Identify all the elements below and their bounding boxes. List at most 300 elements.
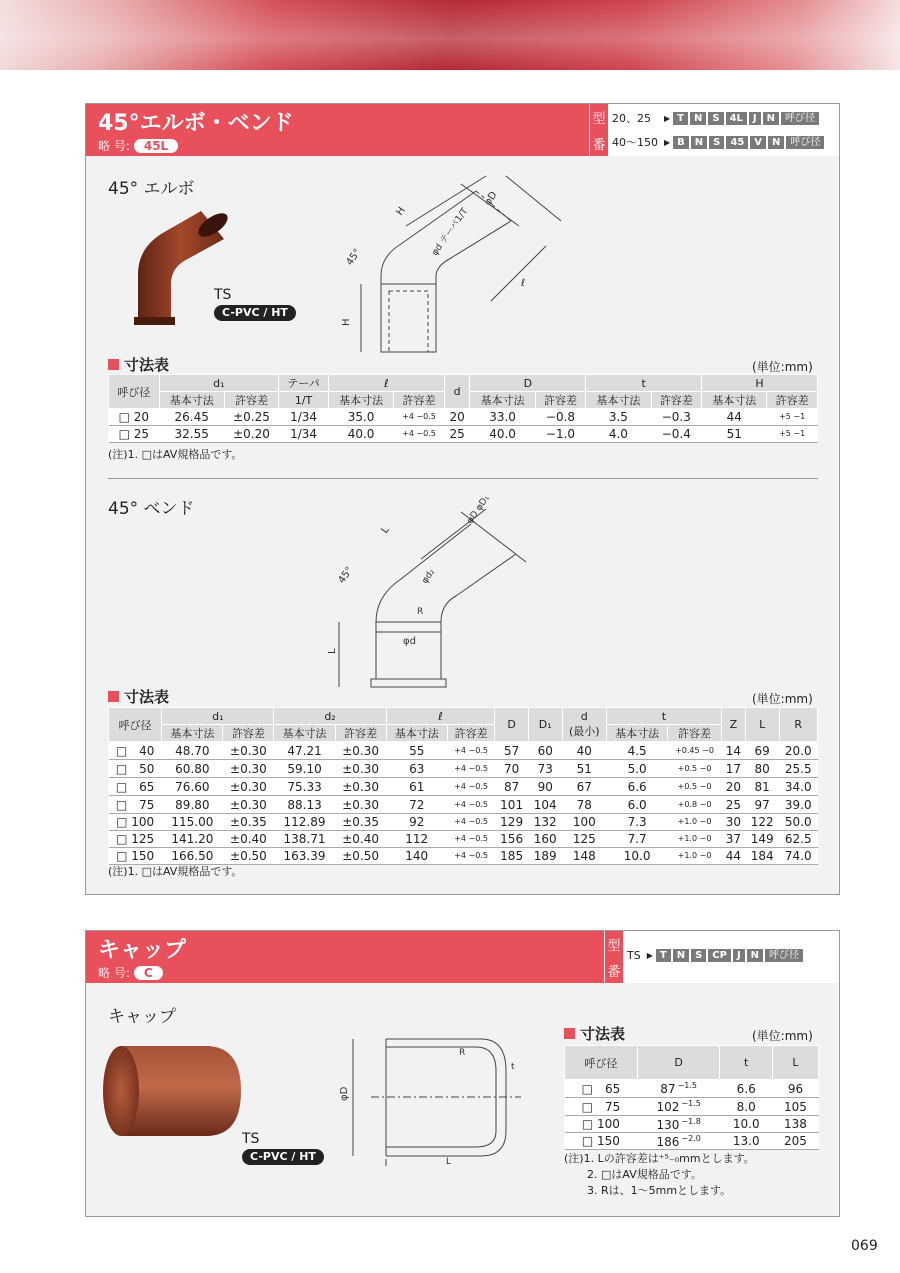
cell: ±0.35 (223, 814, 274, 831)
cap-dimension-table (564, 1045, 819, 1150)
cell: 63 (386, 760, 447, 778)
sub-header: 許容差 (335, 725, 386, 742)
type-cell: N (673, 949, 689, 962)
cap-subtitle: キャップ (108, 1007, 176, 1027)
cell: 166.50 (162, 848, 223, 865)
svg-text:φD φD₁: φD φD₁ (465, 493, 492, 526)
cell: 122 (745, 814, 779, 831)
cell-tol: +4 −0.5 (447, 796, 494, 814)
cell: 62.5 (779, 831, 818, 848)
abbr-tag: C (134, 966, 163, 980)
cell-size: □ 25 (109, 426, 160, 443)
cap-material-badge: C-PVC / HT (242, 1149, 324, 1165)
cell: 189 (528, 848, 562, 865)
cell: 80 (745, 760, 779, 778)
cell: 73 (528, 760, 562, 778)
cell: 60 (528, 742, 562, 760)
type-number-label (605, 931, 623, 983)
t-value: 6.6 (736, 1081, 756, 1096)
type-cell: CP (708, 949, 731, 962)
col-header: d₁ (159, 375, 279, 392)
cell: ±0.25 (224, 409, 278, 426)
sub-header: 基本寸法 (702, 392, 767, 409)
cell: 100 (562, 814, 606, 831)
table-row (109, 742, 818, 760)
table-row (109, 796, 818, 814)
cell: 40.0 (328, 426, 393, 443)
sub-header: 基本寸法 (386, 725, 447, 742)
cell: 51 (562, 760, 606, 778)
cell: −0.3 (651, 409, 702, 426)
table-row (109, 831, 818, 848)
cell: 148 (562, 848, 606, 865)
col-header: t (607, 708, 722, 725)
D-tolerance: −1.8 (681, 1116, 701, 1126)
L-value: 138 (784, 1117, 807, 1131)
sub-header: 基本寸法 (328, 392, 393, 409)
D-value: 130 (656, 1117, 680, 1132)
bend-dimension-table (108, 707, 818, 865)
type-size: 40〜150 (612, 136, 658, 149)
cell: 55 (386, 742, 447, 760)
svg-text:H: H (341, 318, 352, 326)
cell: 90 (528, 778, 562, 796)
sub-header: 許容差 (767, 392, 818, 409)
elbow-table-title: 寸法表 (108, 354, 169, 375)
cell-t (720, 1133, 773, 1150)
cell: 81 (745, 778, 779, 796)
cell-tol: +4 −0.5 (447, 742, 494, 760)
type-label-2: 番 (607, 964, 621, 980)
arrow-icon: ▶ (664, 113, 671, 123)
cell: 6.6 (607, 778, 668, 796)
t-value: 13.0 (732, 1134, 760, 1148)
svg-text:L: L (327, 648, 338, 654)
cell-tol: +0.5 −0 (668, 760, 722, 778)
cell: 87 (495, 778, 529, 796)
cell-size: □ 40 (109, 742, 162, 760)
col-header: テーパ (279, 375, 329, 392)
sub-header: 基本寸法 (607, 725, 668, 742)
cell: 163.39 (274, 848, 335, 865)
cell: ±0.50 (223, 848, 274, 865)
cell: 88.13 (274, 796, 335, 814)
type-cell: N (690, 112, 706, 125)
cell: 104 (528, 796, 562, 814)
cell: 25.5 (779, 760, 818, 778)
type-cell: J (733, 949, 745, 962)
type-number-box (605, 931, 839, 983)
cell-tol: +4 −0.5 (447, 831, 494, 848)
cell-tol: +4 −0.5 (447, 848, 494, 865)
cell-D (637, 1098, 720, 1116)
size-value: □ 65 (581, 1082, 621, 1096)
cell-tol: +0.45 −0 (668, 742, 722, 760)
D-tolerance: −2.0 (681, 1133, 701, 1143)
cell: 3.5 (586, 409, 651, 426)
header-banner (0, 0, 900, 70)
cell: 14 (721, 742, 745, 760)
cell-tol: +1.0 −0 (668, 831, 722, 848)
cap-table-title: 寸法表 (564, 1023, 625, 1044)
bend-drawing (327, 493, 531, 694)
section-title-bar (86, 104, 589, 156)
abbreviation (98, 137, 178, 154)
cell: 50.0 (779, 814, 818, 831)
cell-tol: +4 −0.5 (447, 814, 494, 831)
bend-note: (注)1. □はAV規格品です。 (108, 865, 243, 878)
cell-size (565, 1116, 638, 1133)
cell: 39.0 (779, 796, 818, 814)
col-header: D (637, 1046, 720, 1080)
type-suffix: 呼び径 (781, 112, 819, 125)
type-cell: N (691, 136, 707, 149)
cell-size: □ 125 (109, 831, 162, 848)
cell: 34.0 (779, 778, 818, 796)
page-number: 069 (851, 1238, 878, 1254)
cell: 5.0 (607, 760, 668, 778)
cell: 92 (386, 814, 447, 831)
cell: 37 (721, 831, 745, 848)
cell: 4.0 (586, 426, 651, 443)
svg-text:φd テーパ1/T: φd テーパ1/T (430, 206, 471, 258)
cell: 97 (745, 796, 779, 814)
cell-L (772, 1080, 818, 1098)
elbow-unit: (単位:mm) (752, 360, 813, 374)
cell-size: □ 75 (109, 796, 162, 814)
table-row (565, 1080, 819, 1098)
sub-header: 許容差 (651, 392, 702, 409)
cell: 30 (721, 814, 745, 831)
table-row (109, 814, 818, 831)
cell: ±0.30 (335, 742, 386, 760)
sub-header: 許容差 (535, 392, 586, 409)
arrow-icon: ▶ (664, 137, 671, 147)
cell-size (565, 1098, 638, 1116)
section-title: 45°エルボ・ベンド (98, 111, 294, 136)
type-cell: V (750, 136, 766, 149)
svg-text:ℓ: ℓ (521, 278, 526, 289)
cell: 35.0 (328, 409, 393, 426)
section-title-bar (86, 931, 604, 983)
col-header: Z (721, 708, 745, 742)
type-cell: S (708, 112, 723, 125)
svg-text:φD: φD (339, 1086, 350, 1101)
t-value: 10.0 (732, 1117, 760, 1131)
cell: ±0.35 (335, 814, 386, 831)
table-row (565, 1116, 819, 1133)
cell: ±0.40 (223, 831, 274, 848)
col-header: 呼び径 (109, 708, 162, 742)
svg-text:R: R (417, 607, 424, 617)
cap-photo (101, 1036, 251, 1146)
col-header: R (779, 708, 818, 742)
svg-text:φd₂: φd₂ (420, 567, 438, 586)
cell-L (772, 1133, 818, 1150)
cell: 78 (562, 796, 606, 814)
cell-t (720, 1116, 773, 1133)
size-value: □ 100 (581, 1117, 620, 1131)
cell: ±0.40 (335, 831, 386, 848)
type-number-box (590, 104, 839, 156)
D-value: 87 (660, 1082, 676, 1096)
cell: 160 (528, 831, 562, 848)
cell-D (637, 1080, 720, 1098)
cell: 40.0 (470, 426, 535, 443)
table-row (109, 848, 818, 865)
cell: 47.21 (274, 742, 335, 760)
cell: 25 (444, 426, 470, 443)
cell: 48.70 (162, 742, 223, 760)
cell-size: □ 50 (109, 760, 162, 778)
D-value: 186 (656, 1134, 680, 1149)
type-suffix: 呼び径 (765, 949, 803, 962)
cell: ±0.30 (223, 742, 274, 760)
sub-header: 許容差 (447, 725, 494, 742)
cell: 101 (495, 796, 529, 814)
elbow-ts-label: TS (214, 287, 232, 303)
sub-header: 基本寸法 (470, 392, 535, 409)
t-value: 8.0 (736, 1099, 756, 1114)
abbr-tag: 45L (134, 139, 178, 153)
cell: 1/34 (279, 409, 329, 426)
type-cell: T (673, 112, 688, 125)
sub-header: 許容差 (668, 725, 722, 742)
cell: ±0.30 (335, 796, 386, 814)
svg-text:L: L (379, 524, 392, 536)
col-header: ℓ (386, 708, 495, 725)
cell: 20 (444, 409, 470, 426)
col-header: 呼び径 (565, 1046, 638, 1080)
type-label-2: 番 (592, 137, 606, 153)
cap-note-1: (注)1. Lの許容差は⁺⁵₋₀mmとします。 (564, 1152, 755, 1165)
cell-tol: +5 −1 (767, 426, 818, 443)
cell-D (637, 1116, 720, 1133)
bend-unit: (単位:mm) (752, 692, 813, 706)
cell: 67 (562, 778, 606, 796)
section-title: キャップ (98, 938, 187, 963)
cell-tol: +4 −0.5 (394, 426, 445, 443)
cell-t (720, 1098, 773, 1116)
elbow-note: (注)1. □はAV規格品です。 (108, 448, 243, 461)
cell-size (565, 1080, 638, 1098)
cell: 141.20 (162, 831, 223, 848)
sub-header: 1/T (279, 392, 329, 409)
svg-text:R: R (459, 1048, 466, 1058)
type-label-1: 型 (592, 111, 606, 127)
cell: 70 (495, 760, 529, 778)
type-cell: T (656, 949, 671, 962)
size-value: □ 150 (581, 1134, 620, 1148)
L-value: 205 (784, 1134, 807, 1148)
cell: 112 (386, 831, 447, 848)
type-cell: N (768, 136, 784, 149)
svg-text:L: L (446, 1157, 452, 1167)
cell: 7.7 (607, 831, 668, 848)
type-cell: S (691, 949, 706, 962)
cell: 185 (495, 848, 529, 865)
bend-subtitle: 45° ベンド (108, 499, 195, 519)
cell: 33.0 (470, 409, 535, 426)
cell: 184 (745, 848, 779, 865)
table-row (109, 426, 818, 443)
cap-ts-label: TS (242, 1131, 260, 1147)
D-tolerance: −1.5 (681, 1099, 701, 1108)
table-row (565, 1098, 819, 1116)
cell: 32.55 (159, 426, 224, 443)
cell: 44 (721, 848, 745, 865)
cell-D (637, 1133, 720, 1150)
table-row (109, 760, 818, 778)
sub-header: 基本寸法 (274, 725, 335, 742)
cap-panel (85, 930, 840, 1217)
cell: 7.3 (607, 814, 668, 831)
table-row (565, 1133, 819, 1150)
cell: ±0.20 (224, 426, 278, 443)
type-cell: B (673, 136, 689, 149)
cap-drawing (341, 1031, 531, 1166)
type-suffix: 呼び径 (786, 136, 824, 149)
cell-tol: +1.0 −0 (668, 814, 722, 831)
cell-tol: +0.5 −0 (668, 778, 722, 796)
cap-note-2: 2. □はAV規格品です。 (587, 1168, 702, 1181)
elbow-dimension-table (108, 374, 818, 443)
cell: 125 (562, 831, 606, 848)
cell: 26.45 (159, 409, 224, 426)
cell: −1.0 (535, 426, 586, 443)
cell: 156 (495, 831, 529, 848)
svg-text:φD: φD (482, 189, 500, 208)
cell: 76.60 (162, 778, 223, 796)
cell-tol: +4 −0.5 (447, 778, 494, 796)
cell-size: □ 150 (109, 848, 162, 865)
type-size: TS (627, 949, 641, 962)
D-tolerance: −1.5 (677, 1081, 697, 1090)
arrow-icon: ▶ (646, 951, 653, 960)
type-label-1: 型 (607, 938, 621, 954)
abbr-label: 略 号: (98, 139, 130, 153)
cell: 57 (495, 742, 529, 760)
sub-header: 許容差 (224, 392, 278, 409)
cell: ±0.30 (223, 760, 274, 778)
cell: 140 (386, 848, 447, 865)
svg-text:45°: 45° (344, 246, 364, 268)
col-header: d₂ (274, 708, 386, 725)
cell-tol: +4 −0.5 (447, 760, 494, 778)
col-header: D₁ (528, 708, 562, 742)
type-cell: 4L (726, 112, 747, 125)
L-value: 96 (787, 1081, 804, 1096)
elbow-material-badge: C-PVC / HT (214, 305, 296, 321)
sub-header: 許容差 (223, 725, 274, 742)
cell-tol: +0.8 −0 (668, 796, 722, 814)
section-divider (108, 478, 818, 479)
svg-text:t: t (511, 1062, 515, 1072)
abbr-label: 略 号: (98, 966, 130, 980)
cell: 10.0 (607, 848, 668, 865)
cell: 44 (702, 409, 767, 426)
cell: 149 (745, 831, 779, 848)
cell-L (772, 1116, 818, 1133)
cell: 61 (386, 778, 447, 796)
type-cell: N (747, 949, 763, 962)
cell: 6.0 (607, 796, 668, 814)
col-header: d₁ (162, 708, 274, 725)
L-value: 105 (784, 1099, 807, 1114)
svg-text:45°: 45° (336, 564, 356, 586)
cell: 138.71 (274, 831, 335, 848)
cell: 74.0 (779, 848, 818, 865)
cell: 4.5 (607, 742, 668, 760)
col-header: D (470, 375, 586, 392)
table-row (109, 409, 818, 426)
cell-size: □ 20 (109, 409, 160, 426)
cell: 20.0 (779, 742, 818, 760)
cell: ±0.30 (223, 796, 274, 814)
cell-size: □ 100 (109, 814, 162, 831)
elbow-bend-panel (85, 103, 840, 895)
cell-tol: +1.0 −0 (668, 848, 722, 865)
size-value: □ 75 (581, 1100, 621, 1114)
col-header: d (444, 375, 470, 409)
cell: 72 (386, 796, 447, 814)
type-cell: S (709, 136, 724, 149)
cell: 132 (528, 814, 562, 831)
sub-header: 基本寸法 (159, 392, 224, 409)
elbow-subtitle: 45° エルボ (108, 179, 195, 199)
cell: 17 (721, 760, 745, 778)
col-header: D (495, 708, 529, 742)
sub-header: 基本寸法 (586, 392, 651, 409)
type-number-label (590, 104, 608, 156)
cell: 89.80 (162, 796, 223, 814)
d-label: d (580, 710, 588, 723)
cap-unit: (単位:mm) (752, 1029, 813, 1043)
cell-size: □ 65 (109, 778, 162, 796)
cell-size (565, 1133, 638, 1150)
cell: ±0.30 (335, 760, 386, 778)
D-value: 102 (656, 1100, 680, 1114)
cell: 51 (702, 426, 767, 443)
cell-t (720, 1080, 773, 1098)
cell: 1/34 (279, 426, 329, 443)
abbreviation (98, 964, 163, 981)
cell: 40 (562, 742, 606, 760)
cell-L (772, 1098, 818, 1116)
cell: 25 (721, 796, 745, 814)
col-header: L (745, 708, 779, 742)
cell: −0.8 (535, 409, 586, 426)
cap-note-3: 3. Rは、1〜5mmとします。 (587, 1184, 732, 1197)
cell: 20 (721, 778, 745, 796)
cell: 69 (745, 742, 779, 760)
type-cell: J (749, 112, 761, 125)
cell: 115.00 (162, 814, 223, 831)
col-header: H (702, 375, 818, 392)
cell: ±0.30 (335, 778, 386, 796)
cell: 60.80 (162, 760, 223, 778)
type-cell: 45 (726, 136, 748, 149)
cell-tol: +5 −1 (767, 409, 818, 426)
sub-header: 基本寸法 (162, 725, 223, 742)
col-header: t (720, 1046, 773, 1080)
col-header: ℓ (328, 375, 444, 392)
cell: ±0.30 (223, 778, 274, 796)
cell-tol: +4 −0.5 (394, 409, 445, 426)
col-header-d (562, 708, 606, 742)
svg-text:H: H (394, 205, 408, 218)
bend-table-title: 寸法表 (108, 686, 169, 707)
